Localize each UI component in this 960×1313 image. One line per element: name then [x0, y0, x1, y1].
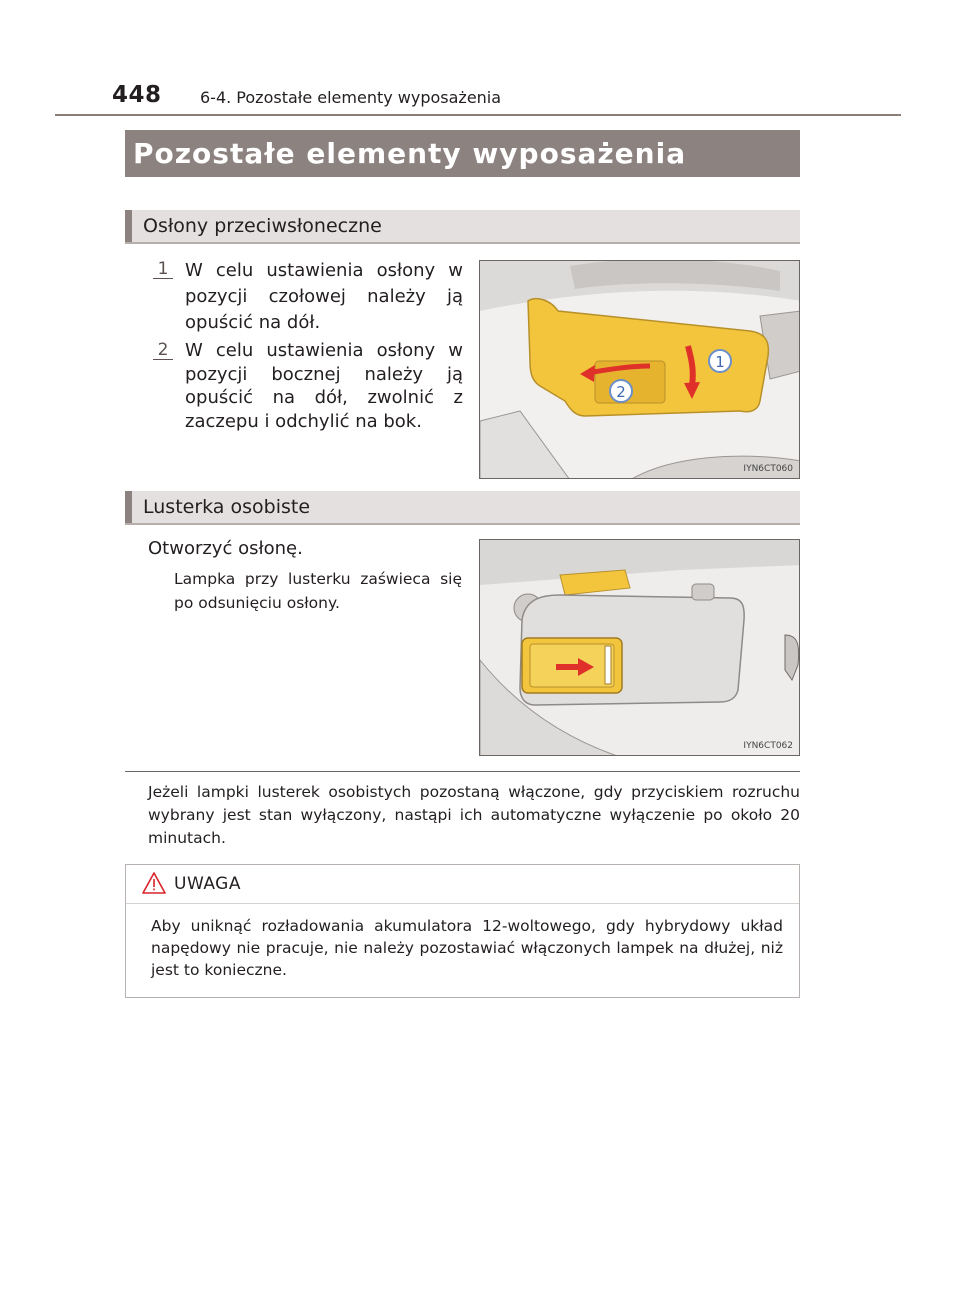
section-tab	[125, 491, 132, 523]
section-tab	[125, 210, 132, 242]
step-number: 2	[153, 341, 173, 360]
note-text: Jeżeli lampki lusterek osobistych pozostaną włączone, gdy przyciskiem rozruchu wybrany jest stan wyłączony, nastąpi ich automatyczne wyłączenie po około 20 minutach.	[148, 783, 800, 847]
section-heading-text: Osłony przeciwsłoneczne	[143, 215, 382, 237]
running-head: 6-4. Pozostałe elementy wyposażenia	[200, 88, 502, 107]
section-heading-vanity-mirrors	[125, 491, 800, 525]
page-title: Pozostałe elementy wyposażenia	[133, 137, 687, 170]
warning-text: Aby uniknąć rozładowania akumulatora 12-woltowego, gdy hybrydowy układ napędowy nie pracuje, nie należy pozostawiać włączonych lampek na dłużej, niż jest to konieczne.	[151, 917, 783, 979]
section-heading-sun-visors	[125, 210, 800, 244]
sun-visor-illustration	[480, 261, 800, 479]
figure-callout: 1	[715, 353, 725, 371]
sun-visor-figure	[479, 260, 800, 479]
step-text: W celu ustawienia osłony w pozycji czołowej należy ją opuścić na dół.	[185, 260, 463, 333]
vanity-mirror-figure	[479, 539, 800, 756]
section-heading-text: Lusterka osobiste	[143, 496, 311, 518]
page-title-bar	[125, 130, 800, 177]
figure-code: IYN6CT062	[743, 741, 793, 751]
instruction-subtext: Lampka przy lusterku zaświeca się po odsunięciu osłony.	[174, 570, 462, 612]
step-number: 1	[153, 260, 173, 279]
step-text: W celu ustawienia osłony w pozycji bocznej należy ją opuścić na dół, zwolnić z zaczepu i odchylić na bok.	[185, 340, 463, 432]
figure-code: IYN6CT060	[743, 464, 793, 474]
header-rule	[55, 114, 901, 116]
warning-header	[126, 865, 799, 904]
instruction-text: Otworzyć osłonę.	[148, 538, 303, 559]
warning-box	[125, 864, 800, 998]
figure-callout: 2	[616, 383, 626, 401]
warning-label: UWAGA	[174, 874, 241, 894]
warning-triangle-icon	[141, 871, 167, 895]
list-item	[153, 339, 463, 433]
page-number: 448	[112, 82, 162, 108]
list-item	[153, 258, 463, 336]
vanity-mirror-illustration	[480, 540, 800, 756]
note-rule	[125, 771, 800, 772]
